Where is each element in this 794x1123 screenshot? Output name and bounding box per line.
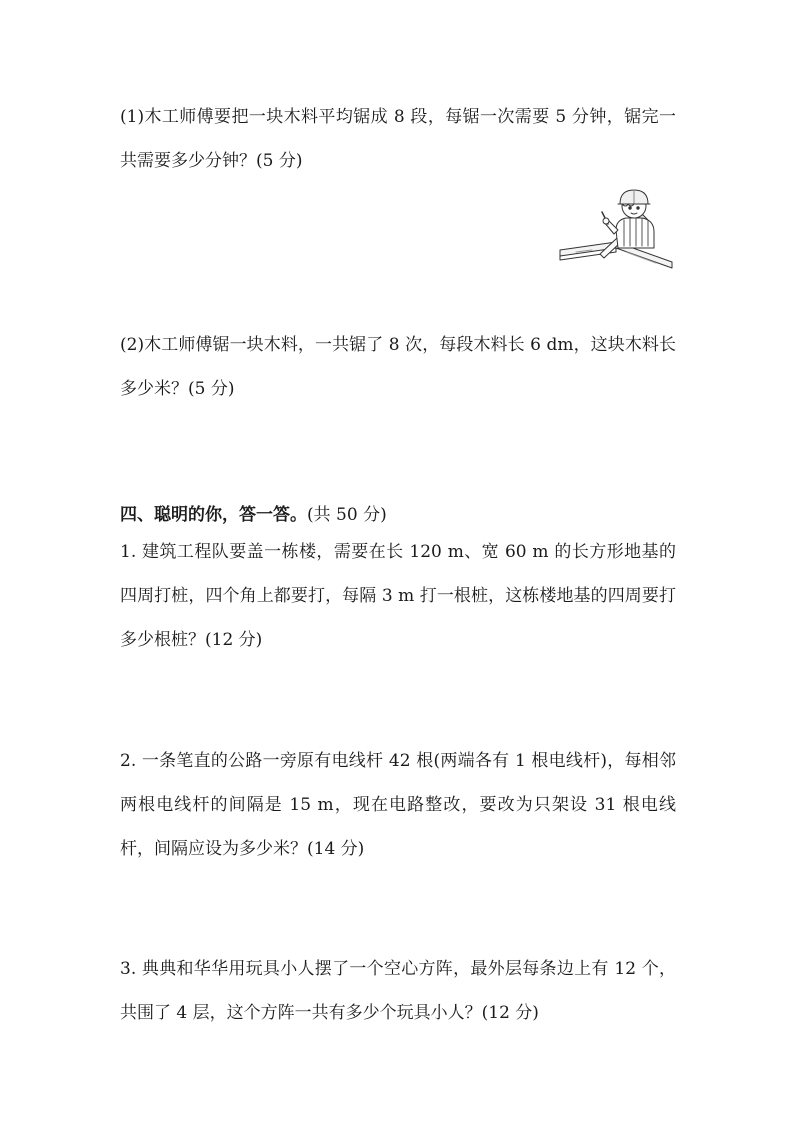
section-heading [120,500,676,530]
question-4-3: 3. 典典和华华用玩具小人摆了一个空心方阵，最外层每条边上有 12 个，共围了 4 层，这个方阵一共有多少个玩具小人？(12 分) [120,959,676,1023]
section-heading-score: (共 50 分) [307,505,387,525]
question-3-1: (1)木工师傅要把一块木料平均锯成 8 段，每锯一次需要 5 分钟，锯完一共需要多少分钟？(5 分) [120,107,676,171]
question-3-2: (2)木工师傅锯一块木料，一共锯了 8 次，每段木料长 6 dm，这块木料长多少米？(5 分) [120,335,676,399]
carpenter-illustration-icon [556,186,676,282]
section-heading-title: 四、聪明的你，答一答。 [120,505,307,525]
question-4-2: 2. 一条笔直的公路一旁原有电线杆 42 根(两端各有 1 根电线杆)，每相邻两根电线杆的间隔是 15 m，现在电路整改，要改为只架设 31 根电线杆，间隔应设为多少米？(14 分) [120,751,676,859]
question-4-1: 1. 建筑工程队要盖一栋楼，需要在长 120 m、宽 60 m 的长方形地基的四周打桩，四个角上都要打，每隔 3 m 打一根桩，这栋楼地基的四周要打多少根桩？(12 分) [120,542,676,650]
